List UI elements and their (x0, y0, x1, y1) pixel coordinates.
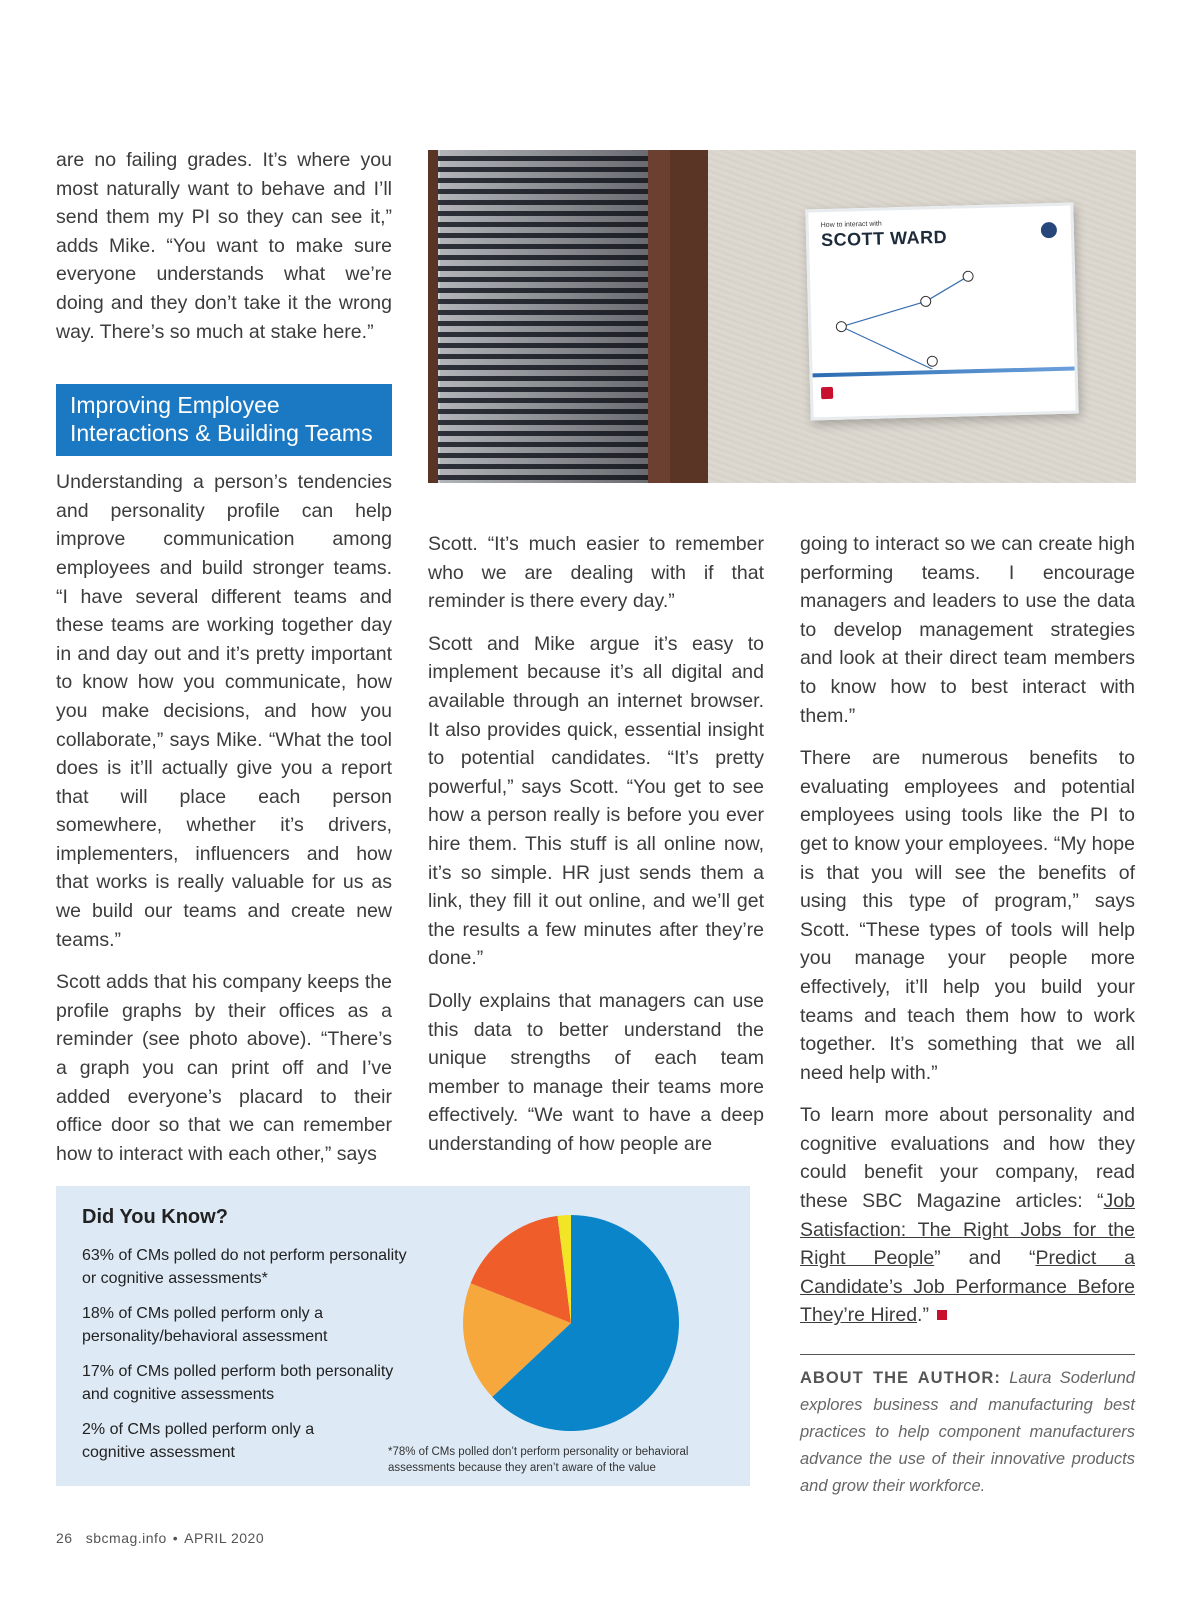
body-paragraph: There are numerous benefits to evaluating employees and potential employees using tools like the PI to get to know your employees. “My hope is that you will see the benefits of using this type of program,” says Scott. “These types of tools will help you manage your people more effectively, it’ll help you build your teams and teach them how to work together. It’s something that we all need help with.” (800, 747, 1135, 1084)
closing-paragraph: To learn more about personality and cognitive evaluations and how they could benefit your company, read these SBC Magazine articles: “Job Satisfaction: The Right Jobs for the Right People” and “Predict a Candidate’s Job Performance Before They’re Hired.” (800, 1104, 1136, 1327)
office-door-photo (428, 150, 1136, 483)
stat-item: 18% of CMs polled perform only a personality/behavioral assessment (82, 1305, 328, 1345)
section-subhead (56, 384, 392, 456)
placard-name: SCOTT WARD (820, 226, 948, 251)
body-paragraph: Scott adds that his company keeps the profile graphs by their offices as a reminder (see photo above). “There’s a graph you can print off and I’ve added everyone’s placard to their office door so that we can remember how to interact with each other,” says (56, 971, 392, 1165)
body-paragraph: Scott and Mike argue it’s easy to implement because it’s all digital and available through an internet browser. It also provides quick, essential insight to potential candidates. “It’s pretty powerful,” says Scott. “You get to see how a person really is before you ever hire them. This stuff is all online now, it’s so simple. HR just sends them a link, they fill it out online, and we’ll get the results a few minutes after they’re done.” (428, 632, 764, 970)
logo-icon (1041, 222, 1057, 238)
footer-date: APRIL 2020 (184, 1530, 265, 1546)
chart-footnote: *78% of CMs polled don’t perform personality or behavioral assessments because they aren’t aware of the value (388, 1446, 689, 1474)
page-number: 26 (56, 1530, 73, 1546)
did-you-know-title: Did You Know? (82, 1206, 228, 1228)
author-text: Laura Soderlund explores business and manufacturing best practices to help component manufacturers advance the use of their innovative products and grow their workforce. (800, 1369, 1135, 1496)
article-link-predict-performance[interactable]: Predict a Candidate’s Job Performance Before They’re Hired (800, 1247, 1136, 1327)
did-you-know-box (56, 1186, 750, 1486)
article-column-1 (56, 146, 392, 1182)
pi-placard (805, 203, 1078, 421)
placard-caption: How to interact with (820, 220, 882, 230)
page-footer: 26 sbcmag.info • APRIL 2020 (56, 1530, 265, 1546)
article-column-2 (428, 530, 764, 1172)
stat-item: 63% of CMs polled do not perform personality or cognitive assessments* (82, 1247, 407, 1287)
subhead-line-2: Interactions & Building Teams (70, 420, 373, 447)
placard-graph-icon (809, 246, 1074, 373)
body-paragraph: Dolly explains that managers can use this data to better understand the unique strengths of each team member to manage their teams more effectively. “We want to have a deep understanding of how people are (428, 989, 764, 1155)
author-label: ABOUT THE AUTHOR: (800, 1369, 1001, 1388)
body-paragraph: going to interact so we can create high performing teams. I encourage managers and leaders to use the data to develop management strategies and look at their direct team members to know how to best interact with them.” (800, 533, 1135, 727)
article-link-job-satisfaction[interactable]: Job Satisfaction: The Right Jobs for the Right People (800, 1190, 1135, 1270)
assessment-pie-chart (456, 1208, 686, 1438)
stat-item: 17% of CMs polled perform both personality and cognitive assessments (82, 1363, 394, 1403)
footer-site: sbcmag.info (85, 1530, 167, 1546)
stat-item: 2% of CMs polled perform only a cognitive assessment (82, 1421, 315, 1461)
body-paragraph: Scott. “It’s much easier to remember who we are dealing with if that reminder is there every day.” (428, 533, 764, 613)
pi-logo-icon (821, 387, 833, 399)
author-bio (800, 1354, 1135, 1500)
intro-paragraph: are no failing grades. It’s where you most naturally want to behave and I’ll send them my PI so they can see it,” adds Mike. “You want to make sure everyone understands what we’re doing and they don’t take it the wrong way. There’s so much at stake here.” (56, 149, 392, 343)
end-of-article-icon (937, 1310, 947, 1320)
subhead-line-1: Improving Employee (70, 392, 280, 419)
article-column-3 (800, 530, 1135, 1500)
body-paragraph: Understanding a person’s tendencies and personality profile can help improve communication among employees and build stronger teams. “I have several different teams and these teams are working together day in and day out and it’s pretty important to know how you communicate, how you make decisions, and how you collaborate,” says Mike. “What the tool does is it’ll actually give you a report that will place each person somewhere, whether it’s drivers, implementers, influencers and how that works is really valuable for us as we build our teams and create new teams.” (56, 471, 392, 951)
